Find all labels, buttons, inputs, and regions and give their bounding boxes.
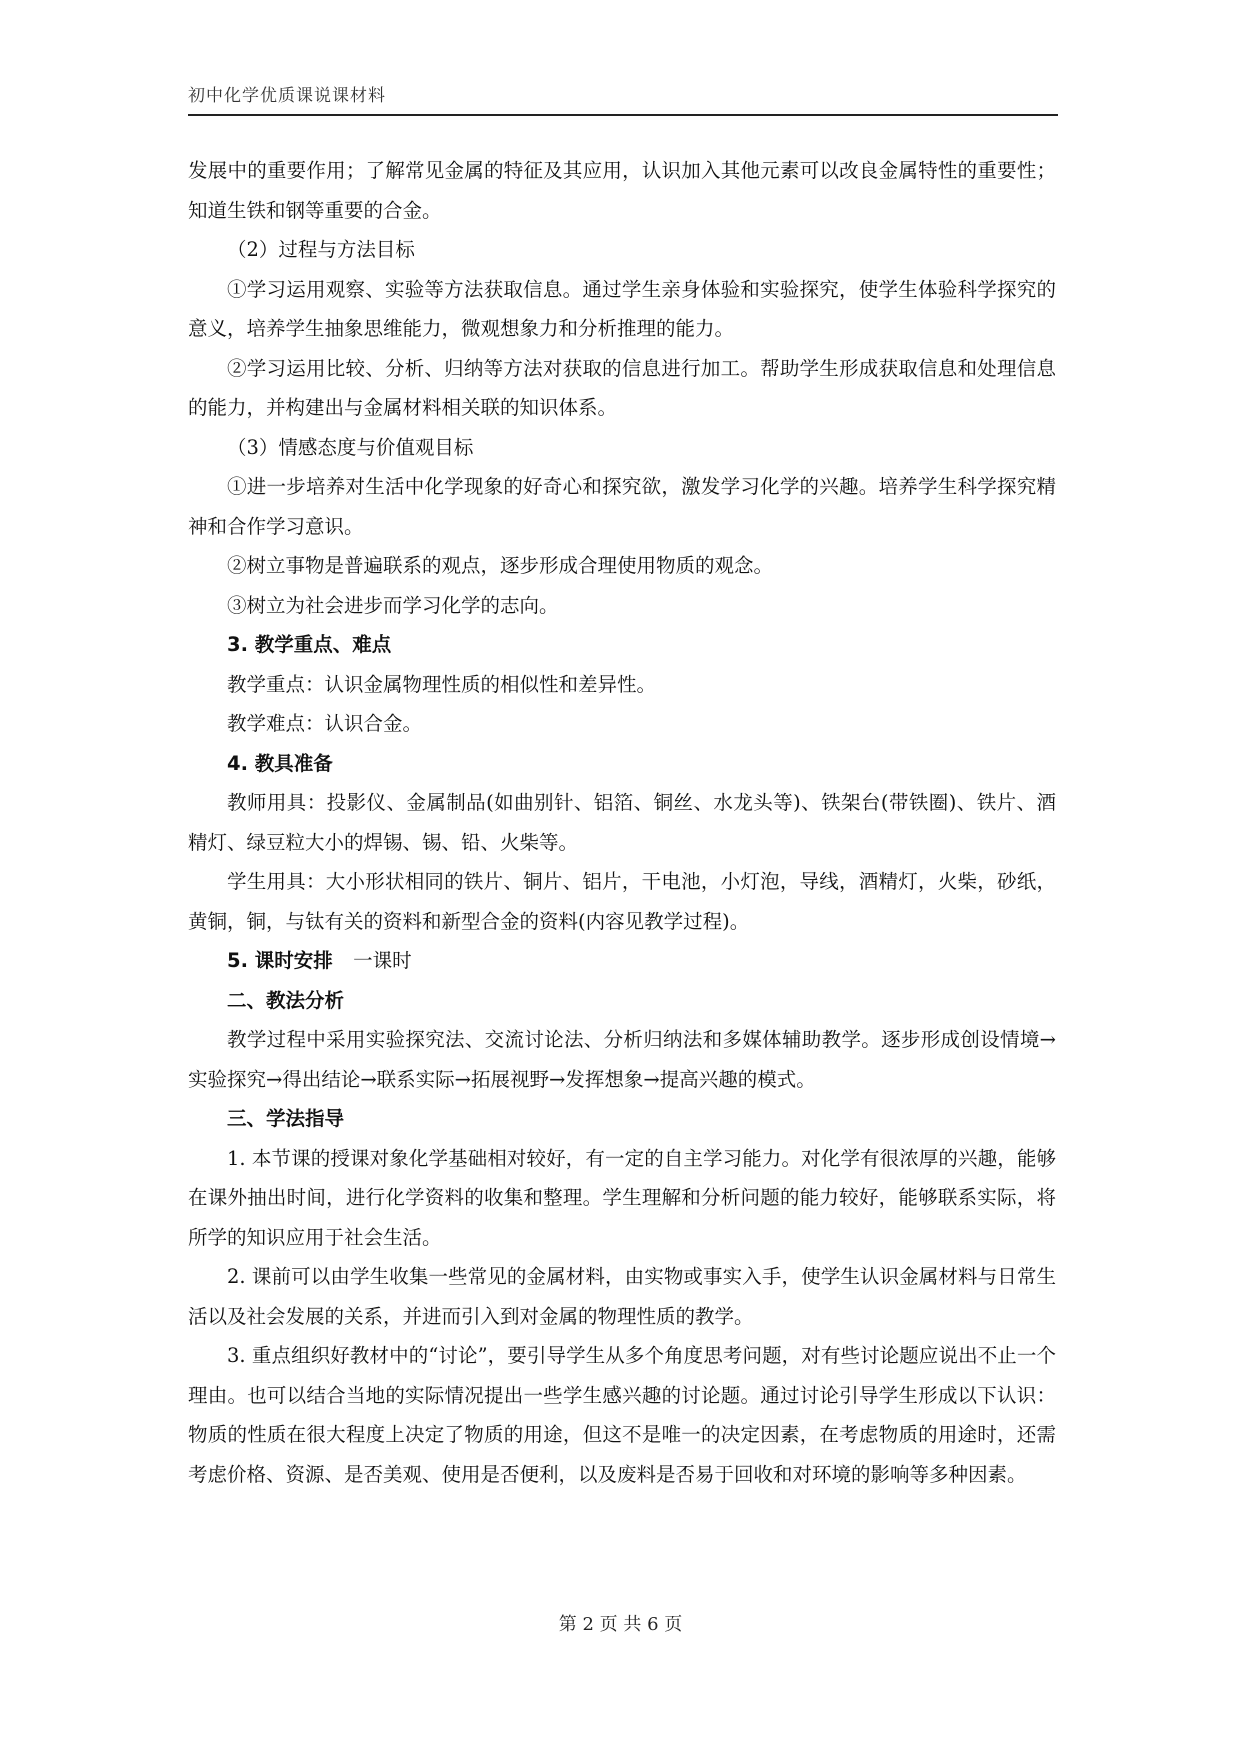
paragraph: 2. 课前可以由学生收集一些常见的金属材料，由实物或事实入手，使学生认识金属材料与日常生活以及社会发展的关系，并进而引入到对金属的物理性质的教学。: [188, 1265, 1056, 1328]
paragraph: 发展中的重要作用；了解常见金属的特征及其应用，认识加入其他元素可以改良金属特性的重要性；知道生铁和钢等重要的合金。: [188, 159, 1056, 222]
paragraph: 1. 本节课的授课对象化学基础相对较好，有一定的自主学习能力。对化学有很浓厚的兴趣，能够在课外抽出时间，进行化学资料的收集和整理。学生理解和分析问题的能力较好，能够联系实际，将所学的知识应用于社会生活。: [188, 1146, 1056, 1249]
paragraph: ①进一步培养对生活中化学现象的好奇心和探究欲，激发学习化学的兴趣。培养学生科学探究精神和合作学习意识。: [188, 475, 1056, 538]
page-header: [188, 86, 1058, 116]
subsection-heading-process: （2）过程与方法目标: [227, 238, 415, 261]
section-heading-key-points: 3. 教学重点、难点: [227, 633, 392, 656]
subsection-heading-emotion: （3）情感态度与价值观目标: [227, 435, 474, 459]
section-heading-teaching-method: 二、教法分析: [227, 988, 345, 1012]
paragraph: ②树立事物是普遍联系的观点，逐步形成合理使用物质的观念。: [227, 554, 774, 577]
paragraph: ③树立为社会进步而学习化学的志向。: [227, 593, 559, 617]
page-number: 第 2 页 共 6 页: [558, 1614, 683, 1635]
section-heading-schedule: [188, 941, 1056, 981]
paragraph: 教学难点：认识合金。: [227, 712, 423, 735]
section-heading-teaching-aids: 4. 教具准备: [227, 751, 333, 775]
schedule-label: 5. 课时安排: [227, 949, 333, 972]
paragraph: 3. 重点组织好教材中的“讨论”，要引导学生从多个角度思考问题，对有些讨论题应说出不止一个理由。也可以结合当地的实际情况提出一些学生感兴趣的讨论题。通过讨论引导学生形成以下认识：物质的性质在很大程度上决定了物质的用途，但这不是唯一的决定因素，在考虑物质的用途时，还需考虑价格、资源、是否美观、使用是否便利，以及废料是否易于回收和对环境的影响等多种因素。: [188, 1344, 1056, 1486]
paragraph: 学生用具：大小形状相同的铁片、铜片、铝片，干电池，小灯泡，导线，酒精灯，火柴，砂纸，黄铜，铜，与钛有关的资料和新型合金的资料(内容见教学过程)。: [188, 870, 1056, 933]
paragraph: ②学习运用比较、分析、归纳等方法对获取的信息进行加工。帮助学生形成获取信息和处理信息的能力，并构建出与金属材料相关联的知识体系。: [188, 356, 1056, 419]
paragraph: 教学重点：认识金属物理性质的相似性和差异性。: [227, 672, 657, 696]
paragraph: ①学习运用观察、实验等方法获取信息。通过学生亲身体验和实验探究，使学生体验科学探究的意义，培养学生抽象思维能力，微观想象力和分析推理的能力。: [188, 277, 1056, 340]
schedule-value: 一课时: [353, 949, 412, 972]
section-heading-study-guide: 三、学法指导: [227, 1107, 345, 1130]
document-title: 初中化学优质课说课材料: [188, 86, 386, 106]
paragraph: 教师用具：投影仪、金属制品(如曲别针、铝箔、铜丝、水龙头等)、铁架台(带铁圈)、铁片、酒精灯、绿豆粒大小的焊锡、锡、铅、火柴等。: [188, 791, 1056, 854]
paragraph: 教学过程中采用实验探究法、交流讨论法、分析归纳法和多媒体辅助教学。逐步形成创设情境→实验探究→得出结论→联系实际→拓展视野→发挥想象→提高兴趣的模式。: [188, 1028, 1056, 1091]
document-body: [188, 151, 1056, 1494]
